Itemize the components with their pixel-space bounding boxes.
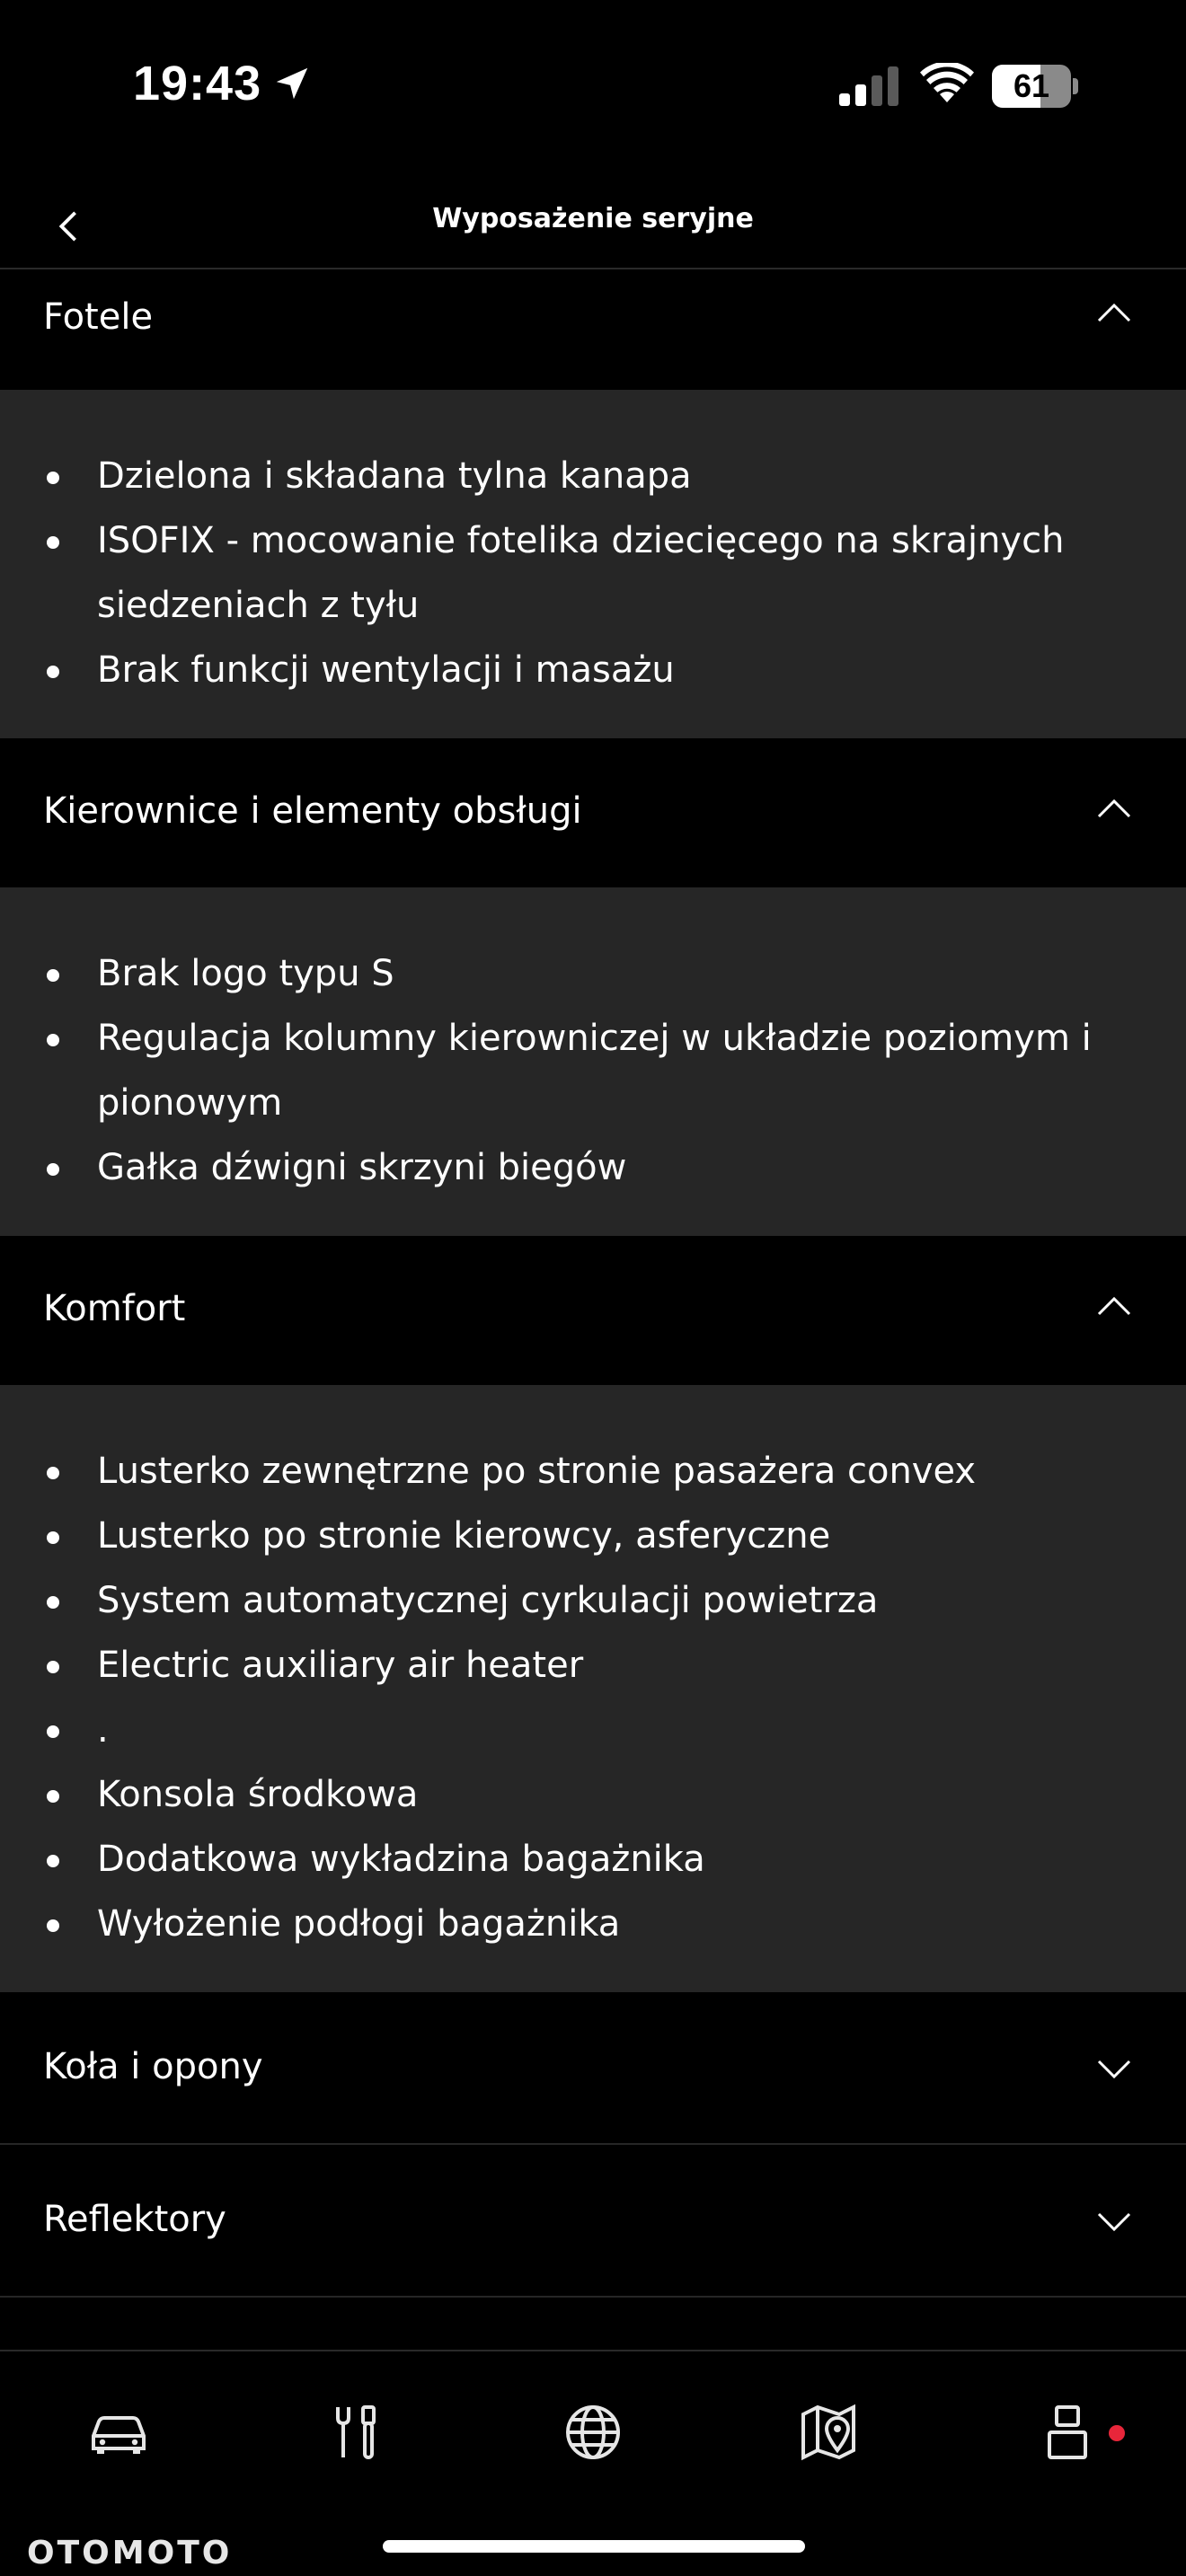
globe-icon: [557, 2396, 629, 2468]
list-item: Dzielona i składana tylna kanapa: [0, 444, 1186, 508]
section-body-fotele: [0, 392, 1186, 738]
list-item: ISOFIX - mocowanie fotelika dziecięcego na skrajnych siedzeniach z tyłu: [0, 508, 1186, 638]
section-header-komfort[interactable]: [0, 1236, 1186, 1387]
cellular-signal-icon: [839, 66, 900, 106]
section-title: Kierownice i elementy obsługi: [43, 790, 582, 832]
list-item: Electric auxiliary air heater: [0, 1633, 1186, 1698]
battery-level: 61: [1013, 67, 1050, 104]
list-item: Regulacja kolumny kierowniczej w układzie poziomym i pionowym: [0, 1006, 1186, 1135]
status-bar: [0, 0, 1186, 171]
chevron-up-icon: [1096, 1295, 1132, 1317]
section-header-reflektory[interactable]: [0, 2145, 1186, 2298]
list-item: Brak funkcji wentylacji i masażu: [0, 638, 1186, 702]
bullet-list: [0, 444, 1186, 702]
bullet-list: [0, 1439, 1186, 1956]
tab-tools[interactable]: [311, 2387, 401, 2477]
bullet-list: [0, 941, 1186, 1200]
list-item: Lusterko zewnętrzne po stronie pasażera convex: [0, 1439, 1186, 1504]
list-item: Brak logo typu S: [0, 941, 1186, 1006]
car-icon: [83, 2396, 155, 2468]
location-arrow-icon: [271, 63, 313, 104]
map-icon: [792, 2396, 864, 2468]
list-item: Konsola środkowa: [0, 1762, 1186, 1827]
section-body-kierownice: [0, 889, 1186, 1236]
list-item: Wyłożenie podłogi bagażnika: [0, 1892, 1186, 1956]
chevron-up-icon: [1096, 798, 1132, 819]
battery-indicator: [992, 65, 1078, 108]
section-title: Koła i opony: [43, 2046, 263, 2087]
tools-icon: [320, 2396, 392, 2468]
chevron-down-icon: [1096, 2211, 1132, 2233]
nav-header: [0, 171, 1186, 269]
section-title: Fotele: [43, 296, 154, 338]
section-header-fotele[interactable]: [0, 269, 1186, 392]
tab-car[interactable]: [74, 2387, 164, 2477]
section-body-komfort: [0, 1387, 1186, 1992]
tab-globe[interactable]: [548, 2387, 638, 2477]
section-header-kola-i-opony[interactable]: [0, 1992, 1186, 2145]
tab-profile[interactable]: [1022, 2387, 1112, 2477]
list-item: System automatycznej cyrkulacji powietrza: [0, 1568, 1186, 1633]
list-item: .: [0, 1698, 1186, 1762]
list-item: Gałka dźwigni skrzyni biegów: [0, 1135, 1186, 1200]
page-title: Wyposażenie seryjne: [432, 203, 754, 234]
list-item: Dodatkowa wykładzina bagażnika: [0, 1827, 1186, 1892]
chevron-down-icon: [1096, 2059, 1132, 2080]
notification-dot: [1109, 2425, 1125, 2441]
profile-icon: [1031, 2396, 1103, 2468]
section-header-kierownice[interactable]: [0, 738, 1186, 889]
chevron-up-icon: [1096, 302, 1132, 323]
watermark-logo: OTOMOTO: [27, 2535, 233, 2572]
home-indicator[interactable]: [383, 2540, 805, 2553]
section-title: Reflektory: [43, 2199, 226, 2240]
wifi-icon: [920, 63, 974, 106]
section-title: Komfort: [43, 1288, 186, 1329]
list-item: Lusterko po stronie kierowcy, asferyczne: [0, 1504, 1186, 1568]
status-time: 19:43: [133, 57, 262, 110]
tab-map[interactable]: [783, 2387, 873, 2477]
